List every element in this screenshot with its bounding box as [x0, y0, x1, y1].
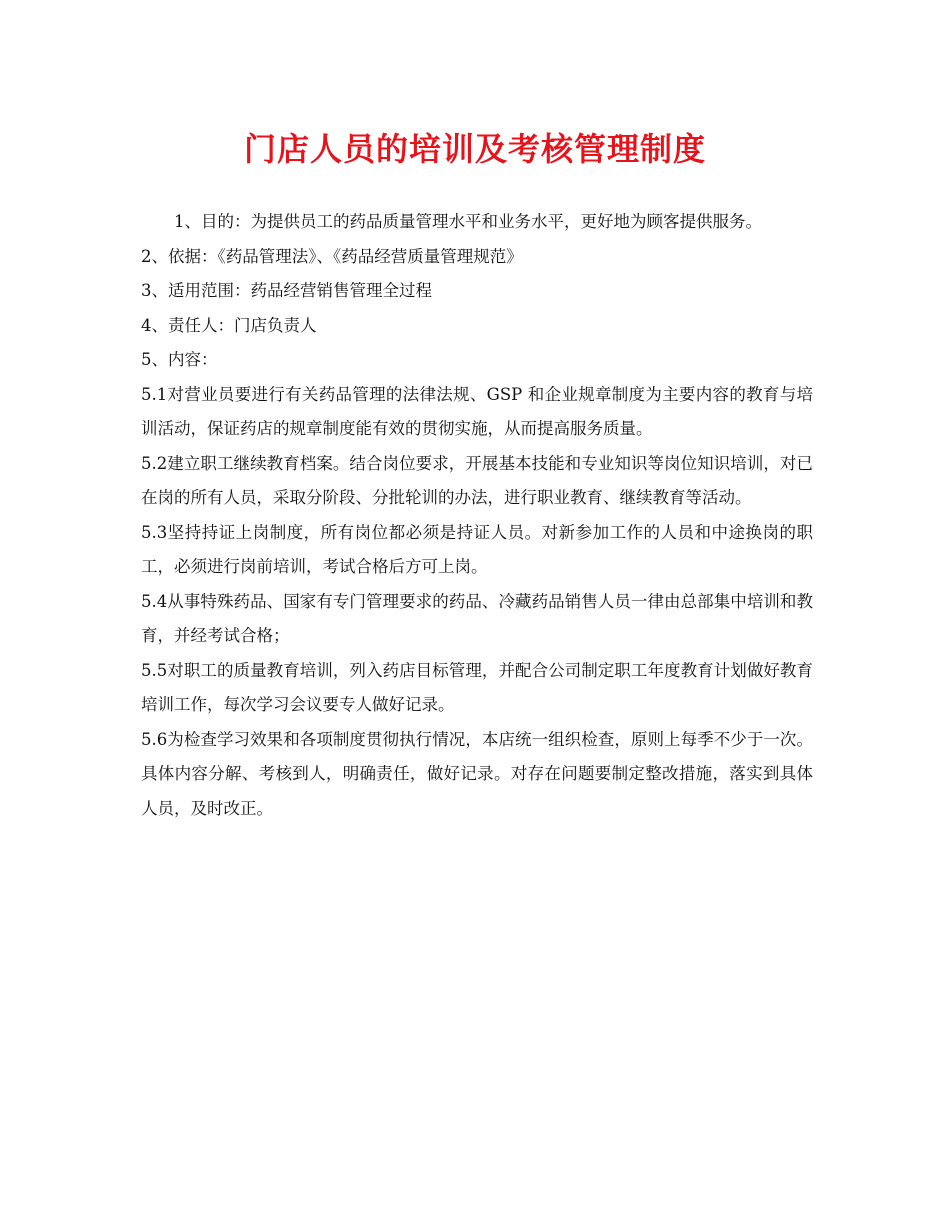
paragraph-scope: 3、适用范围：药品经营销售管理全过程	[141, 281, 432, 300]
document-body	[141, 205, 813, 826]
paragraph-purpose: 1、目的：为提供员工的药品质量管理水平和业务水平，更好地为顾客提供服务。	[174, 212, 762, 231]
paragraph-5-2: 5.2建立职工继续教育档案。结合岗位要求，开展基本技能和专业知识等岗位知识培训，对已在岗的所有人员，采取分阶段、分批轮训的办法，进行职业教育、继续教育等活动。	[141, 453, 813, 507]
paragraph-basis: 2、依据：《药品管理法》、《药品经营质量管理规范》	[141, 246, 523, 266]
paragraph-content-heading: 5、内容：	[141, 350, 218, 369]
paragraph-5-1: 5.1对营业员要进行有关药品管理的法律法规、GSP 和企业规章制度为主要内容的教育与培训活动，保证药店的规章制度能有效的贯彻实施，从而提高服务质量。	[141, 384, 813, 438]
paragraph-responsible: 4、责任人：门店负责人	[141, 315, 317, 335]
paragraph-5-5: 5.5对职工的质量教育培训，列入药店目标管理，并配合公司制定职工年度教育计划做好教育培训工作，每次学习会议要专人做好记录。	[141, 660, 813, 714]
paragraph-5-4: 5.4从事特殊药品、国家有专门管理要求的药品、冷藏药品销售人员一律由总部集中培训和教育，并经考试合格；	[141, 591, 813, 645]
paragraph-5-3: 5.3坚持持证上岗制度，所有岗位都必须是持证人员。对新参加工作的人员和中途换岗的职工，必须进行岗前培训，考试合格后方可上岗。	[141, 522, 813, 576]
paragraph-5-6: 5.6为检查学习效果和各项制度贯彻执行情况，本店统一组织检查，原则上每季不少于一次。具体内容分解、考核到人，明确责任，做好记录。对存在问题要制定整改措施，落实到具体人员，及时改正。	[141, 729, 813, 818]
document-title: 门店人员的培训及考核管理制度	[243, 130, 706, 168]
